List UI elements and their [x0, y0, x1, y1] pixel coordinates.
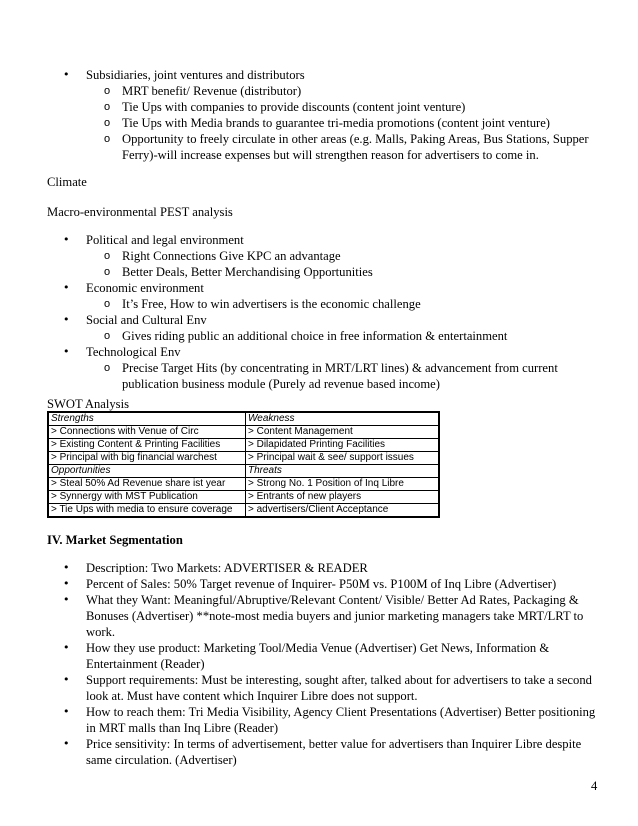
sub-list-item: o MRT benefit/ Revenue (distributor) [0, 83, 638, 99]
table-row [48, 491, 439, 504]
list-item: • Subsidiaries, joint ventures and distributors [0, 67, 638, 83]
pest-list [0, 232, 638, 392]
page-number: 4 [591, 779, 598, 793]
list-item: • Support requirements: Must be interesting, sought after, talked about for advertisers to take a second look at. Must have content which Inquirer Libre does not support. [0, 672, 638, 704]
sub-list-item: o Gives riding public an additional choice in free information & entertainment [0, 328, 638, 344]
table-row [48, 504, 439, 518]
table-cell: Opportunities [48, 465, 246, 478]
table-cell: > advertisers/Client Acceptance [246, 504, 440, 518]
sub-list-item: o It’s Free, How to win advertisers is the economic challenge [0, 296, 638, 312]
sub-list-item: o Right Connections Give KPC an advantage [0, 248, 638, 264]
table-cell: Strengths [48, 412, 246, 426]
table-cell: > Tie Ups with media to ensure coverage [48, 504, 246, 518]
list-item: • Description: Two Markets: ADVERTISER & READER [0, 560, 638, 576]
table-cell: > Steal 50% Ad Revenue share ist year [48, 478, 246, 491]
table-cell: Threats [246, 465, 440, 478]
list-item: • What they Want: Meaningful/Abruptive/Relevant Content/ Visible/ Better Ad Rates, Packaging & Bonuses (Advertiser) **note-most media buyers and junior marketing managers take MRT/LRT to work. [0, 592, 638, 640]
sub-list-item: o Opportunity to freely circulate in other areas (e.g. Malls, Paking Areas, Bus Stations, Supper Ferry)-will increase expenses but will strengthen reason for advertisers to come in. [0, 131, 638, 163]
table-row [48, 465, 439, 478]
sub-list-item: o Tie Ups with companies to provide discounts (content joint venture) [0, 99, 638, 115]
list-item: • Percent of Sales: 50% Target revenue of Inquirer- P50M vs. P100M of Inq Libre (Advertiser) [0, 576, 638, 592]
table-cell: Weakness [246, 412, 440, 426]
climate-label: Climate [47, 175, 87, 189]
list-item: • How to reach them: Tri Media Visibility, Agency Client Presentations (Advertiser) Better positioning in MRT malls than Inq Libre (Reader) [0, 704, 638, 736]
swot-table [47, 411, 440, 518]
table-cell: > Entrants of new players [246, 491, 440, 504]
list-item: • Technological Env [0, 344, 638, 360]
table-cell: > Strong No. 1 Position of Inq Libre [246, 478, 440, 491]
table-row [48, 452, 439, 465]
swot-title: SWOT Analysis [47, 397, 129, 411]
table-cell: > Principal with big financial warchest [48, 452, 246, 465]
market-list [0, 560, 638, 768]
table-row [48, 439, 439, 452]
list-item: • Price sensitivity: In terms of advertisement, better value for advertisers than Inquirer Libre despite same circulation. (Advertiser) [0, 736, 638, 768]
list-item: • Economic environment [0, 280, 638, 296]
table-row [48, 412, 439, 426]
table-cell: > Principal wait & see/ support issues [246, 452, 440, 465]
market-segmentation-heading: IV. Market Segmentation [47, 533, 183, 547]
list-item: • Political and legal environment [0, 232, 638, 248]
sub-list-item: o Tie Ups with Media brands to guarantee tri-media promotions (content joint venture) [0, 115, 638, 131]
pest-title: Macro-environmental PEST analysis [47, 205, 233, 219]
table-cell: > Existing Content & Printing Facilities [48, 439, 246, 452]
table-row [48, 426, 439, 439]
table-row [48, 478, 439, 491]
subsidiaries-list [0, 67, 638, 163]
table-cell: > Dilapidated Printing Facilities [246, 439, 440, 452]
sub-list-item: o Precise Target Hits (by concentrating in MRT/LRT lines) & advancement from current publication business module (Purely ad revenue based income) [0, 360, 638, 392]
list-item: • How they use product: Marketing Tool/Media Venue (Advertiser) Get News, Information & Entertainment (Reader) [0, 640, 638, 672]
table-cell: > Synnergy with MST Publication [48, 491, 246, 504]
table-cell: > Content Management [246, 426, 440, 439]
list-item: • Social and Cultural Env [0, 312, 638, 328]
table-cell: > Connections with Venue of Circ [48, 426, 246, 439]
sub-list-item: o Better Deals, Better Merchandising Opportunities [0, 264, 638, 280]
